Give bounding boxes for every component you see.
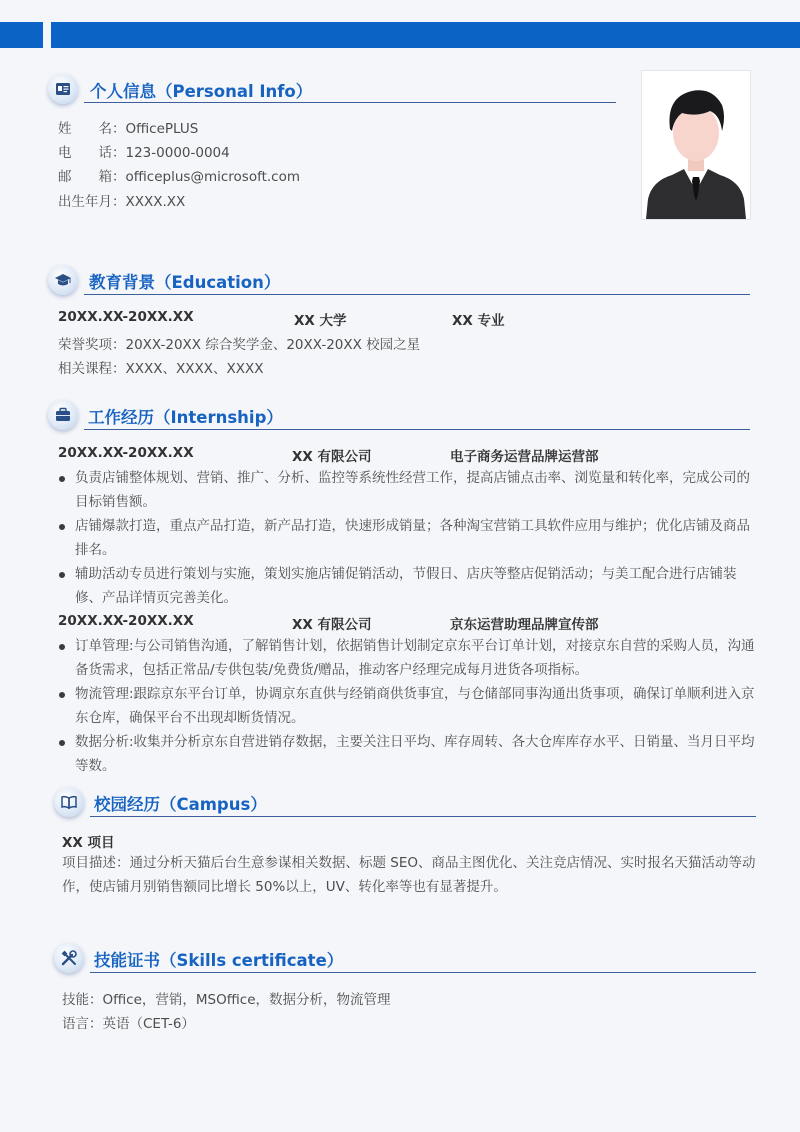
section-divider bbox=[84, 429, 750, 430]
section-campus-header bbox=[54, 787, 758, 821]
bullet-dot bbox=[59, 476, 65, 482]
bullet-dot bbox=[59, 572, 65, 578]
job-1-period: 20XX.XX-20XX.XX bbox=[58, 445, 194, 461]
info-row-email: 邮 箱：officeplus@microsoft.com bbox=[58, 169, 301, 185]
section-title: 校园经历（Campus） bbox=[94, 795, 267, 814]
skills-list: 技能：Office，营销，MSOffice，数据分析，物流管理 bbox=[62, 992, 391, 1008]
section-skills-header bbox=[54, 943, 758, 977]
avatar-icon bbox=[642, 71, 750, 219]
job-2-role: 京东运营助理品牌宣传部 bbox=[450, 617, 599, 633]
bullet-dot bbox=[59, 644, 65, 650]
job-1-bullet-3: 辅助活动专员进行策划与实施，策划实施店铺促销活动，节假日、店庆等整店促销活动；与美工配合进行店铺装修、产品详情页完善美化。 bbox=[75, 566, 737, 606]
job-2-company: XX 有限公司 bbox=[292, 617, 372, 633]
section-divider bbox=[90, 816, 756, 817]
education-school: XX 大学 bbox=[294, 313, 347, 329]
tools-icon bbox=[54, 943, 84, 973]
education-major: XX 专业 bbox=[452, 313, 505, 329]
education-period: 20XX.XX-20XX.XX bbox=[58, 309, 194, 325]
info-row-phone: 电 话：123-0000-0004 bbox=[58, 145, 230, 161]
bullet-dot bbox=[59, 692, 65, 698]
info-row-name: 姓 名：OfficePLUS bbox=[58, 121, 199, 137]
graduation-cap-icon bbox=[48, 265, 78, 295]
section-personal-header bbox=[48, 74, 618, 108]
job-1-bullet-2: 店铺爆款打造，重点产品打造，新产品打造，快速形成销量；各种淘宝营销工具软件应用与维护；优化店铺及商品排名。 bbox=[75, 518, 750, 558]
briefcase-icon bbox=[48, 400, 78, 430]
bullet-dot bbox=[59, 524, 65, 530]
education-honors: 荣誉奖项：20XX-20XX 综合奖学金、20XX-20XX 校园之星 bbox=[58, 337, 421, 353]
campus-description: 项目描述：通过分析天猫后台生意参谋相关数据、标题 SEO、商品主图优化、关注竞店情况、实时报名天猫活动等动作，使店铺月别销售额同比增长 50%以上，UV、转化率等也有显著提升。 bbox=[62, 855, 756, 895]
section-education-header bbox=[48, 265, 752, 299]
job-2-bullet-2: 物流管理:跟踪京东平台订单，协调京东直供与经销商供货事宜，与仓储部同事沟通出货事项，确保订单顺利进入京东仓库，确保平台不出现却断货情况。 bbox=[75, 686, 755, 726]
section-divider bbox=[84, 294, 750, 295]
education-courses: 相关课程：XXXX、XXXX、XXXX bbox=[58, 361, 264, 377]
section-title: 个人信息（Personal Info） bbox=[90, 82, 313, 101]
job-2-bullet-3: 数据分析:收集并分析京东自营进销存数据，主要关注日平均、库存周转、各大仓库库存水平、日销量、当月日平均等数。 bbox=[75, 734, 755, 774]
section-title: 工作经历（Internship） bbox=[88, 408, 283, 427]
section-divider bbox=[90, 972, 756, 973]
job-2-bullet-1: 订单管理:与公司销售沟通，了解销售计划，依据销售计划制定京东平台订单计划，对接京东自营的采购人员，沟通备货需求，包括正常品/专供包装/免费货/赠品，推动客户经理完成每月进货各项指标。 bbox=[75, 638, 755, 678]
bullet-dot bbox=[59, 740, 65, 746]
book-icon bbox=[54, 787, 84, 817]
language-list: 语言：英语（CET-6） bbox=[62, 1016, 195, 1032]
section-divider bbox=[84, 102, 616, 103]
section-work-header bbox=[48, 400, 752, 434]
campus-project: XX 项目 bbox=[62, 835, 115, 851]
job-2-period: 20XX.XX-20XX.XX bbox=[58, 613, 194, 629]
job-1-role: 电子商务运营品牌运营部 bbox=[450, 449, 599, 465]
id-card-icon bbox=[48, 74, 78, 104]
info-row-birth: 出生年月：XXXX.XX bbox=[58, 194, 186, 210]
section-title: 教育背景（Education） bbox=[89, 273, 281, 292]
profile-photo bbox=[641, 70, 751, 220]
section-title: 技能证书（Skills certificate） bbox=[94, 951, 344, 970]
job-1-company: XX 有限公司 bbox=[292, 449, 372, 465]
job-1-bullet-1: 负责店铺整体规划、营销、推广、分析、监控等系统性经营工作，提高店铺点击率、浏览量和转化率，完成公司的目标销售额。 bbox=[75, 470, 750, 510]
top-bar-left bbox=[0, 22, 43, 48]
top-bar-right bbox=[51, 22, 800, 48]
